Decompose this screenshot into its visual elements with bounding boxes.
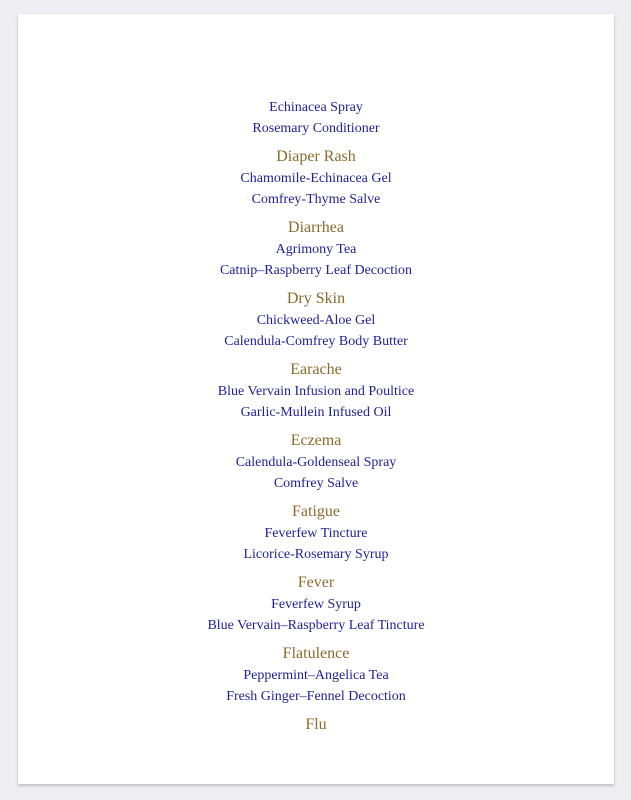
ailment-section — [18, 715, 614, 735]
remedy-link[interactable]: Garlic-Mullein Infused Oil — [240, 405, 392, 420]
remedy-link[interactable]: Catnip–Raspberry Leaf Decoction — [219, 263, 413, 278]
remedy-link[interactable]: Echinacea Spray — [269, 100, 363, 115]
ailment-heading: Dry Skin — [286, 290, 346, 307]
ailment-section — [18, 573, 614, 636]
remedy-link[interactable]: Agrimony Tea — [275, 242, 357, 257]
ailment-section — [18, 502, 614, 565]
ailment-heading: Fever — [297, 574, 335, 591]
ailment-section — [18, 289, 614, 352]
remedy-link[interactable]: Calendula-Comfrey Body Butter — [224, 334, 408, 349]
ailment-section — [18, 218, 614, 281]
ailment-heading: Flu — [305, 716, 327, 733]
remedy-link[interactable]: Peppermint–Angelica Tea — [243, 668, 389, 683]
ailment-section — [18, 147, 614, 210]
intro-list — [18, 97, 614, 139]
remedy-link[interactable]: Comfrey Salve — [273, 476, 359, 491]
ailment-heading: Diaper Rash — [276, 148, 356, 165]
remedy-link[interactable]: Chamomile-Echinacea Gel — [240, 171, 392, 186]
remedy-link[interactable]: Licorice-Rosemary Syrup — [243, 547, 389, 562]
section-list — [18, 147, 614, 735]
ailment-section — [18, 644, 614, 707]
remedy-link[interactable]: Blue Vervain Infusion and Poultice — [217, 384, 415, 399]
ailment-heading: Earache — [290, 361, 342, 378]
ailment-heading: Fatigue — [292, 503, 340, 520]
remedy-link[interactable]: Calendula-Goldenseal Spray — [235, 455, 397, 470]
remedy-link[interactable]: Feverfew Tincture — [264, 526, 368, 541]
remedy-link[interactable]: Comfrey-Thyme Salve — [251, 192, 381, 207]
remedy-link[interactable]: Chickweed-Aloe Gel — [256, 313, 376, 328]
ailment-section — [18, 431, 614, 494]
ailment-heading: Diarrhea — [288, 219, 344, 236]
remedy-link[interactable]: Fresh Ginger–Fennel Decoction — [226, 689, 406, 704]
ailment-section — [18, 360, 614, 423]
ailment-heading: Eczema — [290, 432, 342, 449]
remedy-link[interactable]: Rosemary Conditioner — [252, 121, 380, 136]
remedy-index — [18, 97, 614, 736]
remedy-link[interactable]: Blue Vervain–Raspberry Leaf Tincture — [207, 618, 425, 633]
remedy-link[interactable]: Feverfew Syrup — [271, 597, 361, 612]
ailment-heading: Flatulence — [282, 645, 350, 662]
document-page — [18, 14, 614, 784]
